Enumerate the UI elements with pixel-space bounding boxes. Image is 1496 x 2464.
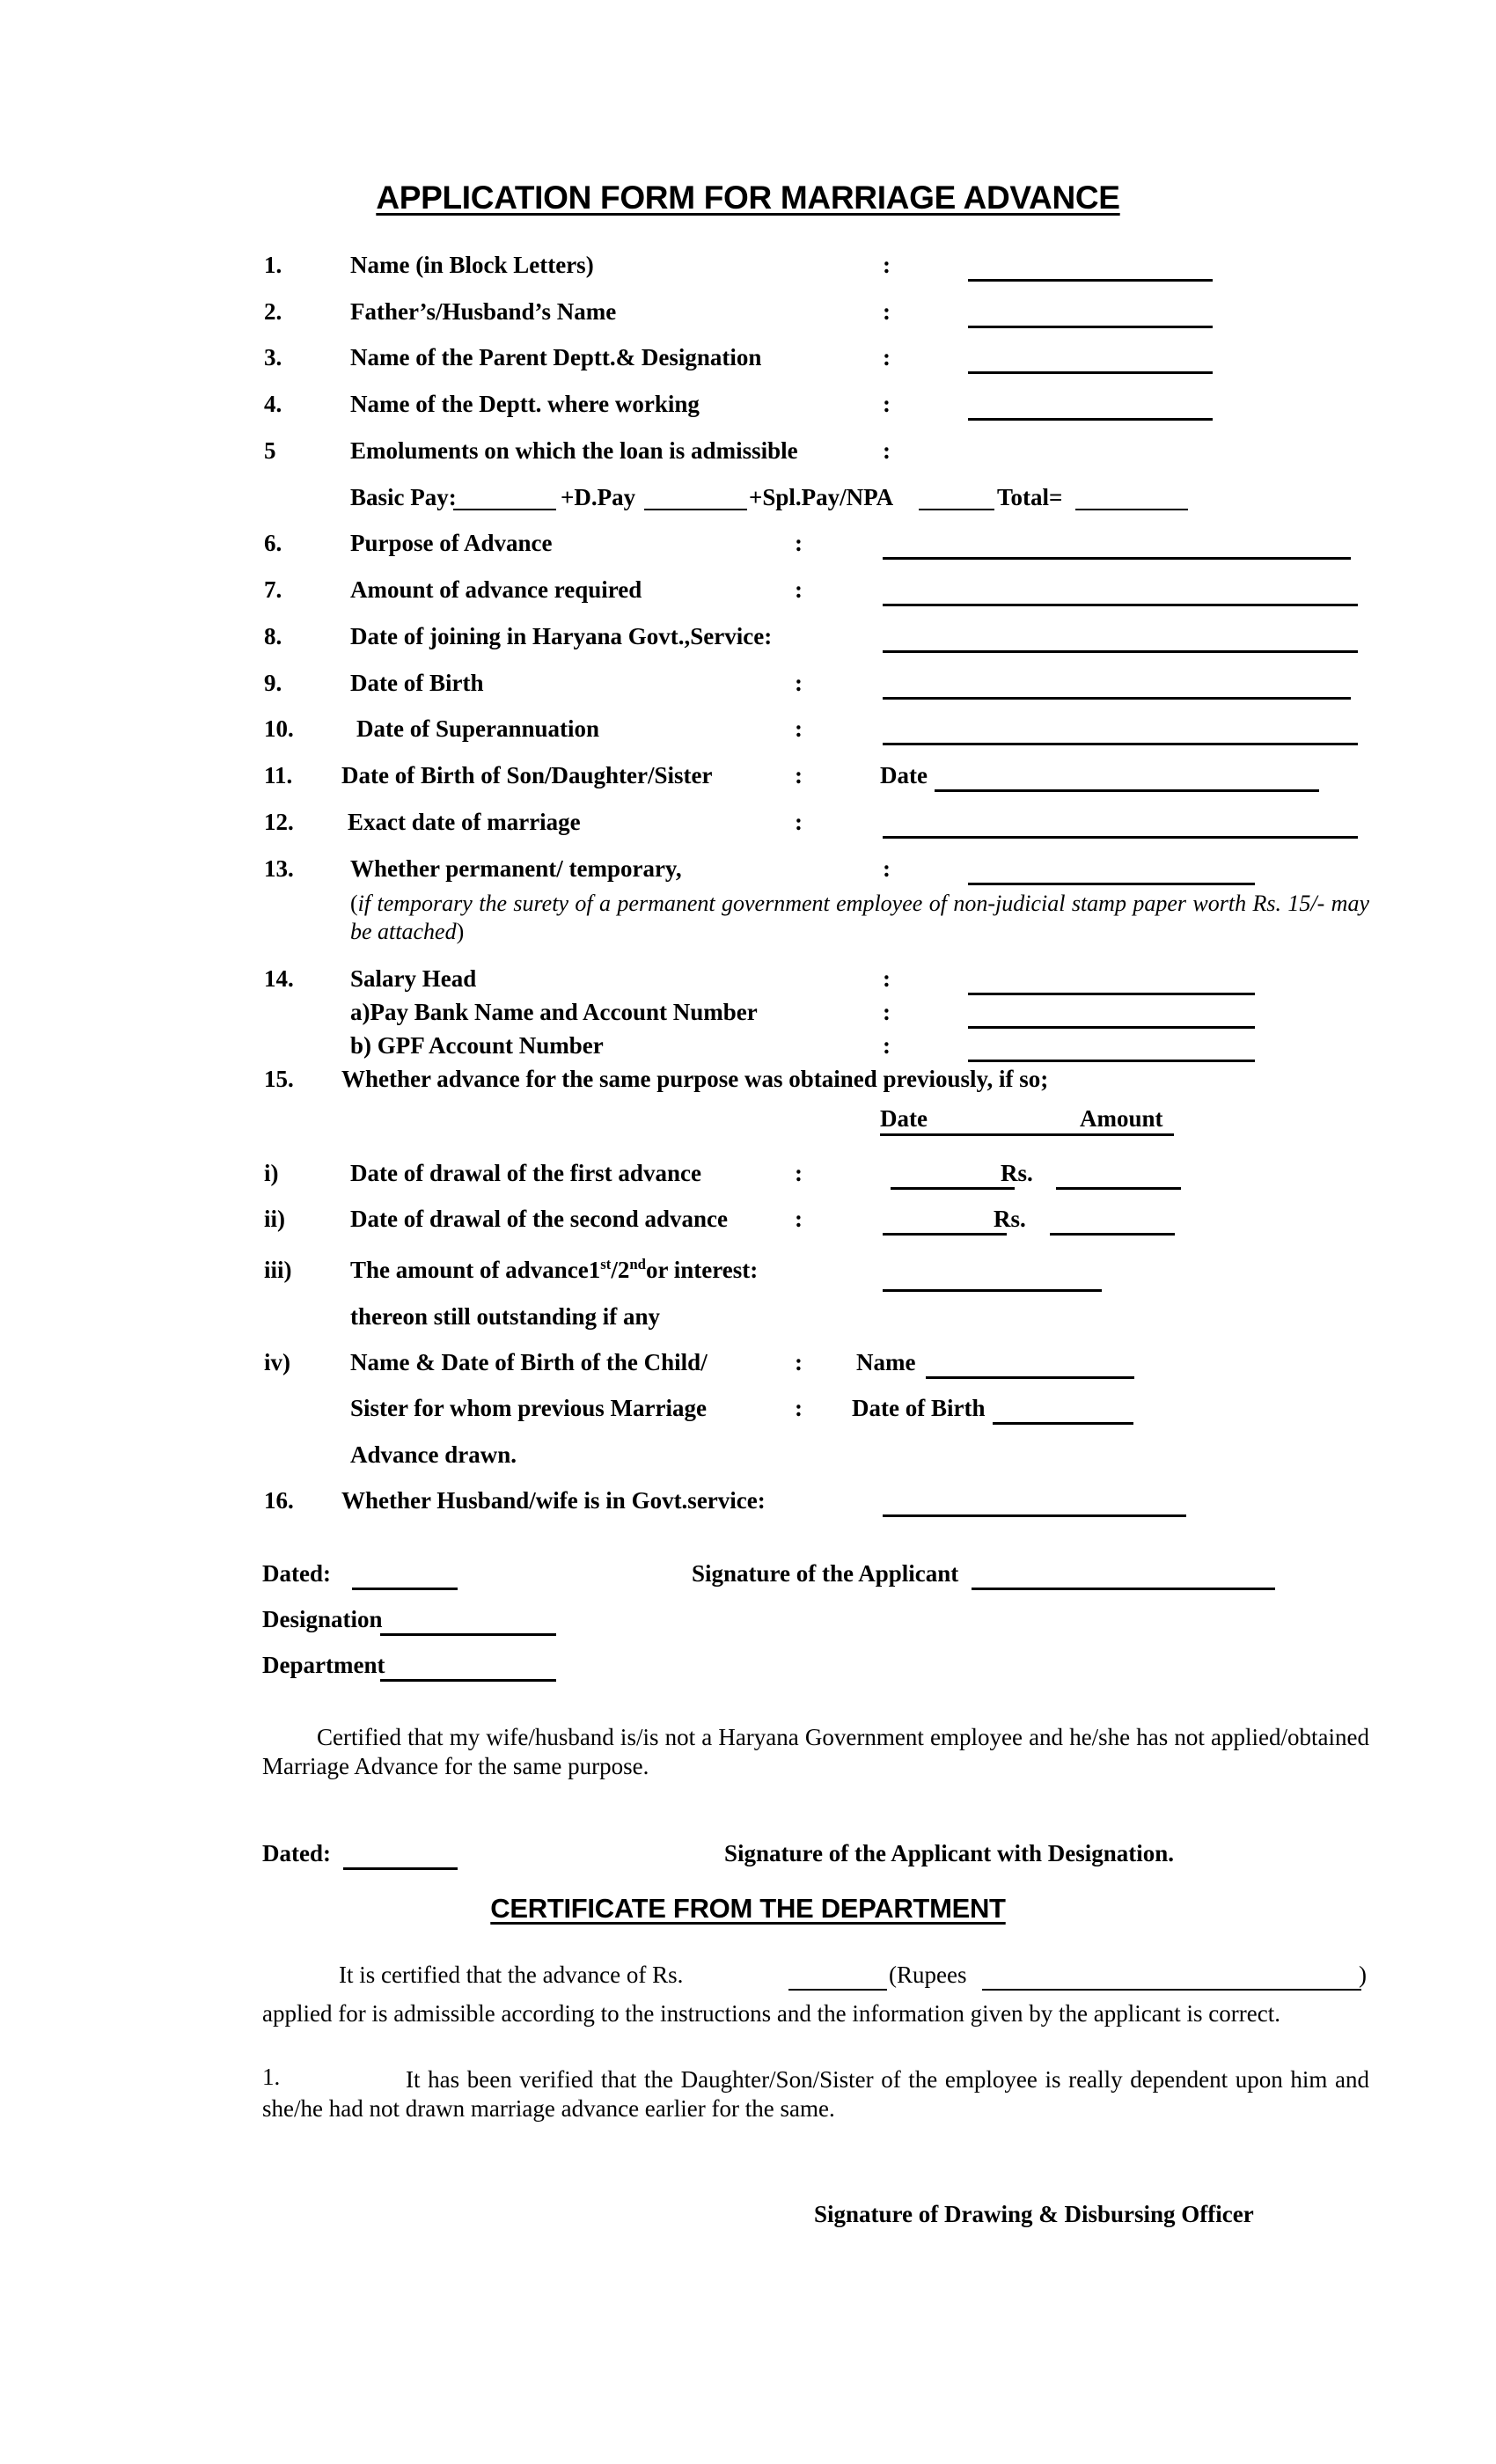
- field-11-number: 11.: [264, 762, 293, 788]
- row-iii-line2: thereon still outstanding if any: [350, 1303, 661, 1330]
- field-3-blank-line[interactable]: [968, 371, 1213, 374]
- row-iv-number: iv): [264, 1349, 290, 1375]
- field-2-blank-line[interactable]: [968, 326, 1213, 328]
- field-14b-colon: :: [883, 1032, 891, 1059]
- field-8-label: Date of joining in Haryana Govt.,Service:: [350, 623, 773, 649]
- field-7-blank-line[interactable]: [883, 604, 1358, 606]
- row-iii-superscript-nd: nd: [629, 1256, 646, 1272]
- field-11-blank-line[interactable]: [935, 789, 1319, 792]
- dated-blank-2[interactable]: [343, 1867, 458, 1870]
- field-9-colon: :: [795, 670, 803, 696]
- department-blank[interactable]: [380, 1679, 556, 1682]
- field-16-label: Whether Husband/wife is in Govt.service:: [341, 1487, 766, 1514]
- field-11-date-label: Date: [880, 762, 928, 788]
- row-i-label: Date of drawal of the first advance: [350, 1160, 701, 1186]
- field-5-label: Emoluments on which the loan is admissible: [350, 437, 798, 464]
- certificate-amount-blank[interactable]: [788, 1989, 887, 1991]
- certificate-para2: It has been verified that the Daughter/Son/Sister of the employee is really dependent upon him and she/he had not drawn marriage advance earlier for the same.: [262, 2066, 1369, 2122]
- designation-label: Designation: [262, 1606, 383, 1632]
- row-ii-amount-blank[interactable]: [1050, 1233, 1175, 1236]
- row-iii-label-part-b: or interest:: [646, 1257, 759, 1283]
- applicant-designation-signature-label: Signature of the Applicant with Designation.: [724, 1840, 1175, 1866]
- field-9-number: 9.: [264, 670, 282, 696]
- basic-pay-label: Basic Pay:: [350, 484, 457, 510]
- total-label: Total=: [997, 484, 1063, 510]
- field-7-colon: :: [795, 576, 803, 603]
- column-header-underline: [880, 1133, 1174, 1136]
- certificate-item-number: 1.: [262, 2064, 281, 2090]
- field-2-label: Father’s/Husband’s Name: [350, 298, 617, 325]
- dated-blank-1[interactable]: [352, 1588, 458, 1590]
- row-iv-name-blank[interactable]: [926, 1376, 1134, 1379]
- field-6-number: 6.: [264, 530, 282, 556]
- row-i-colon: :: [795, 1160, 803, 1186]
- row-iv-line1-label: Name & Date of Birth of the Child/: [350, 1349, 708, 1375]
- row-iv-line1-colon: :: [795, 1349, 803, 1375]
- field-2-number: 2.: [264, 298, 282, 325]
- field-2-colon: :: [883, 298, 891, 325]
- row-iv-dob-blank[interactable]: [993, 1422, 1133, 1425]
- row-iii-blank-line[interactable]: [883, 1289, 1102, 1292]
- row-ii-label: Date of drawal of the second advance: [350, 1206, 728, 1232]
- row-i-amount-blank[interactable]: [1056, 1187, 1181, 1190]
- field-9-label: Date of Birth: [350, 670, 484, 696]
- row-ii-number: ii): [264, 1206, 285, 1232]
- field-13-colon: :: [883, 855, 891, 882]
- department-label: Department: [262, 1652, 385, 1678]
- field-1-number: 1.: [264, 252, 282, 278]
- field-13-blank-line[interactable]: [968, 883, 1255, 885]
- row-ii-rs-label: Rs.: [994, 1206, 1026, 1232]
- field-13-note-close-paren: ): [456, 918, 465, 944]
- field-6-colon: :: [795, 530, 803, 556]
- certificate-rupees-label: (Rupees: [889, 1962, 967, 1988]
- field-4-colon: :: [883, 391, 891, 417]
- row-i-rs-label: Rs.: [1001, 1160, 1033, 1186]
- certificate-para1-rest: applied for is admissible according to the instructions and the information given by the applicant is correct.: [262, 2000, 1280, 2027]
- certificate-heading: [0, 1893, 1496, 1925]
- row-iii-slash: /2: [611, 1257, 630, 1283]
- field-16-number: 16.: [264, 1487, 294, 1514]
- field-1-blank-line[interactable]: [968, 279, 1213, 282]
- dated-label-2: Dated:: [262, 1840, 331, 1866]
- page-title-text: APPLICATION FORM FOR MARRIAGE ADVANCE: [376, 180, 1120, 216]
- field-13-note-italic: if temporary the surety of a permanent government employee of non-judicial stamp paper worth Rs. 15/- may be attached: [350, 891, 1369, 944]
- officer-signature-label: Signature of Drawing & Disbursing Officer: [814, 2201, 1254, 2227]
- field-14-label: Salary Head: [350, 965, 477, 992]
- field-4-label: Name of the Deptt. where working: [350, 391, 700, 417]
- field-12-blank-line[interactable]: [883, 836, 1358, 839]
- field-16-blank-line[interactable]: [883, 1514, 1186, 1517]
- declaration-paragraph: [262, 1723, 1369, 1781]
- field-7-label: Amount of advance required: [350, 576, 642, 603]
- field-14-colon: :: [883, 965, 891, 992]
- dearness-pay-blank[interactable]: [644, 509, 747, 510]
- field-10-label: Date of Superannuation: [356, 715, 600, 742]
- certificate-heading-text: CERTIFICATE FROM THE DEPARTMENT: [490, 1893, 1006, 1924]
- row-iii-superscript-st: st: [600, 1256, 612, 1272]
- row-iv-line3-label: Advance drawn.: [350, 1441, 517, 1468]
- column-header-amount: Amount: [1080, 1105, 1163, 1132]
- page-title: [0, 180, 1496, 216]
- field-14a-colon: :: [883, 999, 891, 1025]
- row-iii-label-part-a: The amount of advance1: [350, 1257, 601, 1283]
- field-13-number: 13.: [264, 855, 294, 882]
- column-header-date: Date: [880, 1105, 928, 1132]
- field-1-label: Name (in Block Letters): [350, 252, 594, 278]
- field-14-number: 14.: [264, 965, 294, 992]
- row-i-date-blank[interactable]: [891, 1187, 1015, 1190]
- certificate-rupees-blank[interactable]: [982, 1989, 1361, 1991]
- field-15-label: Whether advance for the same purpose was obtained previously, if so;: [341, 1066, 1049, 1092]
- row-ii-date-blank[interactable]: [883, 1233, 1007, 1236]
- certificate-para1-prefix: It is certified that the advance of Rs.: [339, 1962, 684, 1988]
- row-iv-name-label: Name: [856, 1349, 916, 1375]
- field-14a-label: a)Pay Bank Name and Account Number: [350, 999, 758, 1025]
- field-6-blank-line[interactable]: [883, 557, 1351, 560]
- field-13-note: [350, 890, 1369, 945]
- applicant-signature-label: Signature of the Applicant: [692, 1560, 959, 1587]
- field-10-colon: :: [795, 715, 803, 742]
- field-6-label: Purpose of Advance: [350, 530, 553, 556]
- field-7-number: 7.: [264, 576, 282, 603]
- field-8-blank-line[interactable]: [883, 650, 1358, 653]
- applicant-signature-blank[interactable]: [972, 1588, 1275, 1590]
- field-3-colon: :: [883, 344, 891, 370]
- field-8-number: 8.: [264, 623, 282, 649]
- field-5-number: 5: [264, 437, 276, 464]
- field-1-colon: :: [883, 252, 891, 278]
- row-ii-colon: :: [795, 1206, 803, 1232]
- field-12-label: Exact date of marriage: [348, 809, 581, 835]
- field-15-number: 15.: [264, 1066, 294, 1092]
- row-iii-label: [350, 1258, 758, 1282]
- field-14b-label: b) GPF Account Number: [350, 1032, 604, 1059]
- field-4-number: 4.: [264, 391, 282, 417]
- field-14a-blank-line[interactable]: [968, 1026, 1255, 1029]
- field-13-label: Whether permanent/ temporary,: [350, 855, 682, 882]
- special-pay-label: +Spl.Pay/NPA: [749, 484, 894, 510]
- row-iv-line2-label: Sister for whom previous Marriage: [350, 1395, 707, 1421]
- row-iv-dob-label: Date of Birth: [852, 1395, 986, 1421]
- designation-blank[interactable]: [380, 1633, 556, 1636]
- field-3-number: 3.: [264, 344, 282, 370]
- field-14-blank-line[interactable]: [968, 993, 1255, 995]
- total-blank[interactable]: [1075, 509, 1188, 510]
- row-iii-number: iii): [264, 1257, 292, 1283]
- field-10-number: 10.: [264, 715, 294, 742]
- field-11-colon: :: [795, 762, 803, 788]
- dated-label-1: Dated:: [262, 1560, 331, 1587]
- field-5-colon: :: [883, 437, 891, 464]
- basic-pay-blank[interactable]: [453, 509, 556, 510]
- row-iv-line2-colon: :: [795, 1395, 803, 1421]
- field-3-label: Name of the Parent Deptt.& Designation: [350, 344, 762, 370]
- field-13-note-open-paren: (: [350, 891, 358, 916]
- row-i-number: i): [264, 1160, 279, 1186]
- dearness-pay-label: +D.Pay: [561, 484, 636, 510]
- field-12-number: 12.: [264, 809, 294, 835]
- field-14b-blank-line[interactable]: [968, 1060, 1255, 1062]
- declaration-text: Certified that my wife/husband is/is not a Haryana Government employee and he/she has not applied/obtained Marriage Advance for the same purpose.: [262, 1724, 1369, 1779]
- certificate-close-paren: ): [1359, 1962, 1367, 1988]
- field-4-blank-line[interactable]: [968, 418, 1213, 421]
- field-10-blank-line[interactable]: [883, 743, 1358, 745]
- field-12-colon: :: [795, 809, 803, 835]
- field-11-label: Date of Birth of Son/Daughter/Sister: [341, 762, 713, 788]
- field-9-blank-line[interactable]: [883, 697, 1351, 700]
- special-pay-blank[interactable]: [919, 509, 994, 510]
